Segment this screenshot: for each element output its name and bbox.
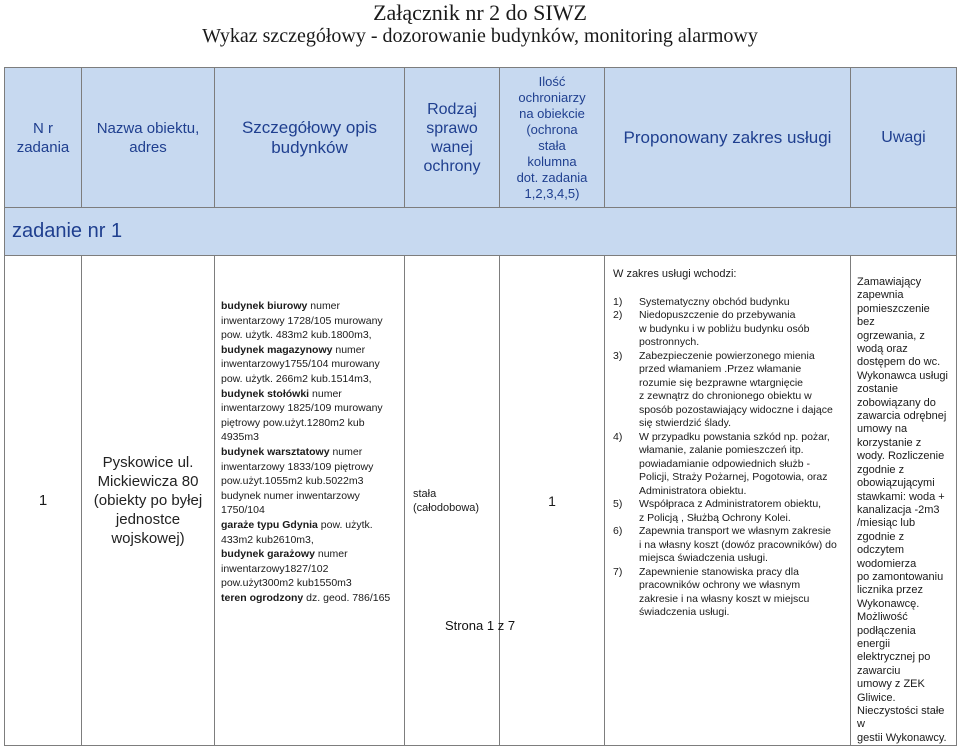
desc-text: numer	[309, 387, 342, 400]
header-text: adres	[129, 138, 167, 156]
desc-line	[221, 299, 400, 314]
desc-line: inwentarzowy 1728/105 murowany	[221, 314, 383, 327]
remarks-line: licznika przez	[857, 584, 924, 597]
desc-line	[221, 387, 400, 402]
desc-line	[221, 518, 400, 533]
desc-line: inwentarzowy 1833/109 piętrowy	[221, 460, 374, 473]
scope-item-number: 1)	[613, 295, 623, 308]
object-name-line: Mickiewicza 80	[97, 473, 199, 491]
scope-item-number: 7)	[613, 565, 623, 578]
scope-item	[613, 309, 844, 350]
remarks-line: obowiązującymi	[857, 477, 935, 490]
header-text: sprawo	[426, 119, 478, 137]
section-row	[5, 208, 957, 256]
protection-type-line: stała	[413, 487, 437, 500]
desc-bold: budynek stołówki	[221, 387, 310, 400]
cell-remarks	[851, 256, 957, 746]
scope-item-line: Policji, Straży Pożarnej, Pogotowia, oraz	[639, 471, 828, 483]
scope-item-line: W przypadku powstania szkód np. pożar,	[639, 430, 830, 443]
remarks-line: ogrzewania, z wodą oraz	[857, 329, 925, 356]
desc-line: pow. użytk. 266m2 kub.1514m3,	[221, 372, 372, 385]
desc-line	[221, 445, 400, 460]
header-text: Rodzaj	[427, 100, 477, 118]
desc-line	[221, 343, 400, 358]
scope-item-line: zakresie i na własny koszt w miejscu	[639, 592, 810, 605]
remarks-line: /miesiąc lub zgodnie z	[857, 517, 916, 543]
header-text: N r	[33, 119, 53, 137]
remarks-line: elektrycznej po zawarciu	[857, 651, 931, 677]
remarks-line: zgodnie z	[857, 463, 905, 476]
remarks-text	[857, 276, 950, 745]
desc-text: numer	[307, 300, 341, 312]
scope-item	[613, 566, 844, 620]
scope-item-line: Współpraca z Administratorem obiektu,	[639, 498, 822, 510]
remarks-line: odczytem wodomierza	[857, 544, 917, 570]
remarks-line: umowy na korzystanie z	[857, 423, 922, 449]
remarks-line: kanalizacja -2m3	[857, 503, 940, 516]
scope-item	[613, 350, 844, 431]
header-text: budynków	[271, 137, 348, 157]
table-header-row	[5, 68, 957, 208]
desc-line: budynek numer inwentarzowy	[221, 489, 360, 502]
section-label: zadanie nr 1	[5, 208, 957, 256]
header-text: wanej	[431, 138, 473, 156]
scope-item-number: 3)	[613, 349, 623, 362]
header-text: zadania	[16, 138, 70, 156]
remarks-line: stawkami: woda +	[857, 490, 945, 503]
desc-text: pow. użytk.	[317, 518, 373, 531]
scope-item-line: w budynku i w pobliżu budynku osób	[639, 322, 810, 335]
scope-item-line: postronnych.	[639, 336, 700, 348]
desc-line: pow.użyt.1055m2 kub.5022m3	[221, 475, 364, 488]
desc-bold: budynek biurowy	[221, 300, 308, 312]
desc-line: pow. użytk. 483m2 kub.1800m3,	[221, 329, 372, 342]
remarks-line: zawarcia odrębnej	[857, 410, 947, 423]
desc-line: inwentarzowy1827/102	[221, 562, 329, 575]
remarks-line: Wykonawcę. Możliwość	[857, 597, 920, 624]
remarks-line: po zamontowaniu	[857, 570, 944, 583]
remarks-line: pomieszczenie bez	[857, 302, 930, 329]
scope-item	[613, 525, 844, 566]
cell-building-description	[215, 256, 405, 746]
services-table	[4, 67, 957, 746]
scope-item-number: 6)	[613, 525, 623, 537]
scope-list	[613, 296, 844, 620]
desc-line: 4935m3	[221, 431, 259, 444]
header-nazwa-obiektu	[82, 68, 215, 208]
scope-item	[613, 431, 844, 499]
scope-intro: W zakres usługi wchodzi:	[613, 268, 737, 280]
desc-line: 433m2 kub2610m3,	[221, 533, 314, 546]
protection-type-line: (całodobowa)	[413, 501, 480, 514]
header-text: Ilość	[538, 73, 566, 89]
desc-bold: garaże typu Gdynia	[221, 518, 318, 531]
footer-prefix: Strona	[444, 618, 487, 633]
scope-item	[613, 296, 844, 310]
scope-item-line: przed włamaniem .Przez włamanie	[639, 363, 802, 375]
desc-bold: budynek warsztatowy	[221, 445, 330, 458]
desc-bold: budynek magazynowy	[221, 343, 333, 356]
desc-line	[221, 591, 400, 606]
desc-text: dz. geod. 786/165	[303, 591, 391, 604]
header-szczegolowy-opis	[215, 68, 405, 208]
desc-text: numer	[329, 445, 363, 458]
header-uwagi: Uwagi	[851, 68, 957, 208]
remarks-line: zostanie zobowiązany do	[857, 383, 936, 409]
scope-item-line: Niedopuszczenie do przebywania	[639, 309, 796, 321]
remarks-line: umowy z ZEK Gliwice.	[857, 678, 925, 704]
scope-item-line: sposób pozostawiający widoczne i dające	[639, 403, 833, 416]
header-text: na obiekcie	[519, 105, 585, 121]
document-title: Załącznik nr 2 do SIWZ	[373, 0, 587, 25]
header-text: 1,2,3,4,5)	[524, 185, 580, 201]
header-text: Szczegółowy opis	[241, 117, 378, 137]
scope-item-line: powiadamianie odpowiednich służb -	[639, 457, 811, 470]
scope-item-line: Zapewnia transport we własnym zakresie	[639, 525, 831, 537]
page-footer	[0, 617, 960, 634]
scope-item-line: pracowników ochrony we własnym	[639, 579, 801, 591]
remarks-line: dostępem do wc.	[857, 356, 941, 369]
cell-nr: 1	[5, 256, 82, 746]
scope-item-line: miejsca świadczenia usługi.	[639, 552, 768, 564]
header-rodzaj-ochrony	[405, 68, 500, 208]
header-text: (ochrona	[526, 121, 578, 137]
cell-object-name	[82, 256, 215, 746]
object-name-line: wojskowej)	[111, 530, 185, 548]
document-subtitle: Wykaz szczegółowy - dozorowanie budynków, monitoring alarmowy	[202, 25, 758, 47]
desc-text: numer	[332, 343, 366, 356]
scope-item-line: Zapewnienie stanowiska pracy dla	[639, 565, 799, 578]
desc-text: numer	[314, 548, 348, 561]
cell-service-scope	[605, 256, 851, 746]
header-text: dot. zadania	[516, 169, 588, 185]
scope-item-line: z Policją , Służbą Ochrony Kolei.	[639, 511, 791, 524]
scope-item-line: świadczenia usługi.	[639, 606, 730, 618]
scope-item-line: z zewnątrz do chronionego obiektu w	[639, 390, 812, 402]
footer-current-page: 1	[486, 618, 495, 633]
desc-line: inwentarzowy1755/104 murowany	[221, 358, 380, 371]
scope-item-number: 5)	[613, 498, 623, 510]
scope-item-line: włamanie, zalanie pomieszczeń itp.	[639, 444, 804, 456]
header-text: kolumna	[527, 153, 577, 169]
scope-item-line: rozumie się bezprawne wtargnięcie	[639, 376, 803, 389]
header-text: stała	[538, 137, 566, 153]
footer-separator: z	[494, 618, 508, 633]
desc-bold: budynek garażowy	[221, 548, 315, 561]
header-text: ochrony	[423, 157, 481, 175]
header-text: Nazwa obiektu,	[96, 119, 200, 137]
scope-item	[613, 498, 844, 525]
cell-guard-count: 1	[500, 256, 605, 746]
desc-line	[221, 547, 400, 562]
desc-line: piętrowy pow.użyt.1280m2 kub	[221, 416, 365, 429]
remarks-line: Wykonawca usługi	[857, 369, 948, 382]
desc-bold: teren ogrodzony	[221, 591, 304, 604]
scope-item-number: 4)	[613, 430, 623, 443]
header-proponowany-zakres: Proponowany zakres usługi	[605, 68, 851, 208]
header-ilosc-ochroniarzy	[500, 68, 605, 208]
object-name-line: jednostce	[115, 511, 181, 529]
scope-item-line: i na własny koszt (dowóz pracowników) do	[639, 538, 837, 551]
remarks-line: podłączenia energii	[857, 624, 916, 650]
scope-item-line: Administratora obiektu.	[639, 484, 747, 497]
scope-item-number: 2)	[613, 309, 623, 321]
scope-item-line: Systematyczny obchód budynku	[639, 295, 790, 308]
desc-line: pow.użyt300m2 kub1550m3	[221, 577, 352, 590]
footer-total-pages: 7	[507, 618, 516, 633]
remarks-line: gestii Wykonawcy.	[857, 731, 947, 744]
object-name-line: Pyskowice ul.	[102, 454, 194, 472]
table-row	[5, 256, 957, 746]
scope-item-line: Zabezpieczenie powierzonego mienia	[639, 349, 815, 362]
desc-line: inwentarzowy 1825/109 murowany	[221, 402, 383, 415]
header-nr-zadania	[5, 68, 82, 208]
remarks-line: Nieczystości stałe w	[857, 705, 945, 731]
remarks-line: wody. Rozliczenie	[857, 450, 945, 463]
scope-item-line: się stwierdzić ślady.	[639, 417, 731, 429]
header-text: ochroniarzy	[518, 89, 586, 105]
cell-protection-type	[405, 256, 500, 746]
remarks-line: Zamawiający zapewnia	[857, 276, 922, 302]
object-name-line: (obiekty po byłej	[93, 492, 203, 510]
desc-line: 1750/104	[221, 504, 265, 517]
